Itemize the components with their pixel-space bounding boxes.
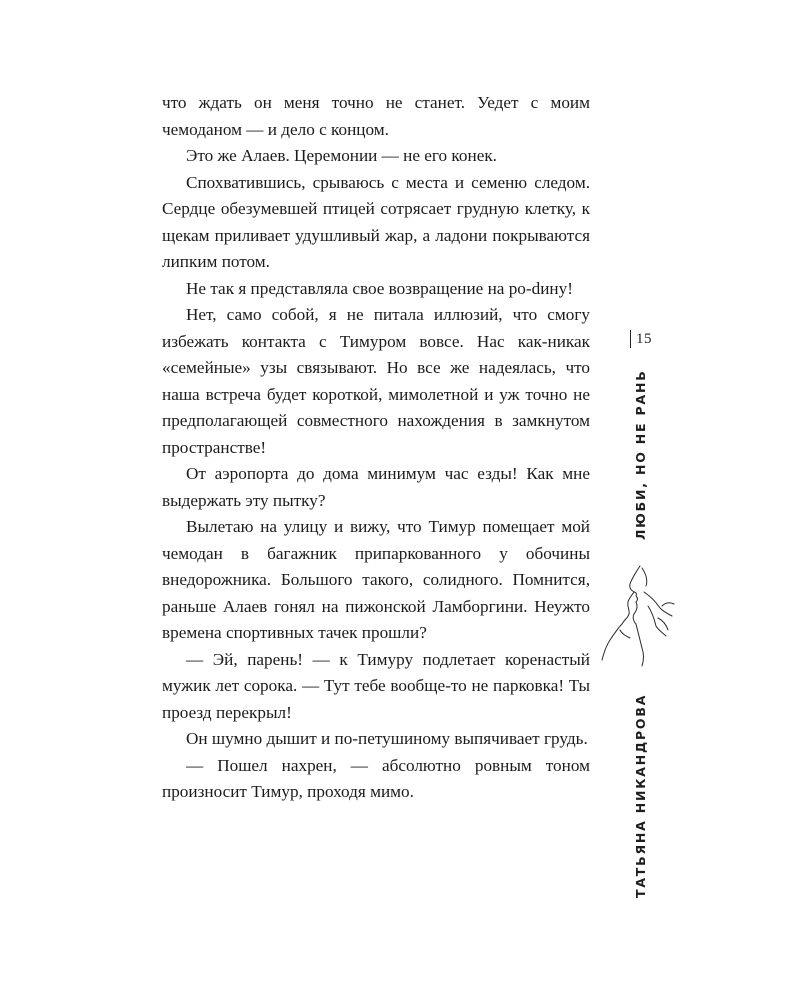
paragraph: — Пошел нахрен, — абсолютно ровным тоном произносит Тимур, проходя мимо.	[162, 755, 590, 801]
paragraph: Нет, само собой, я не питала иллюзий, что смогу избежать контакта с Тимуром вовсе. Нас как-никак «семейные» узы связывают. Но все же надеялась, что наша встреча будет короткой, мимолетной и уж точно не предполагающей совместного нахождения в замкнутом пространстве!	[162, 305, 590, 457]
paragraph: что ждать он меня точно не станет. Уедет с моим чемоданом — и дело с концом.	[162, 93, 590, 139]
paragraph: Это же Алаев. Церемонии — не его конек.	[186, 146, 497, 165]
page-number: 15	[630, 330, 652, 348]
author-name: ТАТЬЯНА НИКАНДРОВА	[633, 693, 648, 898]
line-art-faces-icon	[596, 562, 678, 672]
paragraph: От аэропорта до дома минимум час езды! Как мне выдержать эту пытку?	[162, 464, 590, 510]
paragraph: Спохватившись, срываюсь с места и семеню следом. Сердце обезумевшей птицей сотрясает грудную клетку, к щекам приливает удушливый жар, а ладони покрываются липким потом.	[162, 172, 590, 271]
paragraph: Вылетаю на улицу и вижу, что Тимур помещает мой чемодан в багажник припаркованного у обочины внедорожника. Большого такого, солидного. Помнится, раньше Алаев гонял на пижонской Ламборгини. Неужто времена спортивных тачек прошли?	[162, 517, 590, 642]
running-title: ЛЮБИ, НО НЕ РАНЬ	[633, 369, 648, 540]
paragraph: Он шумно дышит и по-петушиному выпячивает грудь.	[186, 729, 588, 748]
paragraph: — Эй, парень! — к Тимуру подлетает коренастый мужик лет сорока. — Тут тебе вообще-то не парковка! Ты проезд перекрыл!	[162, 649, 590, 722]
paragraph: Не так я представляла свое возвращение на ро-dину!	[186, 278, 573, 298]
body-text	[162, 90, 590, 806]
